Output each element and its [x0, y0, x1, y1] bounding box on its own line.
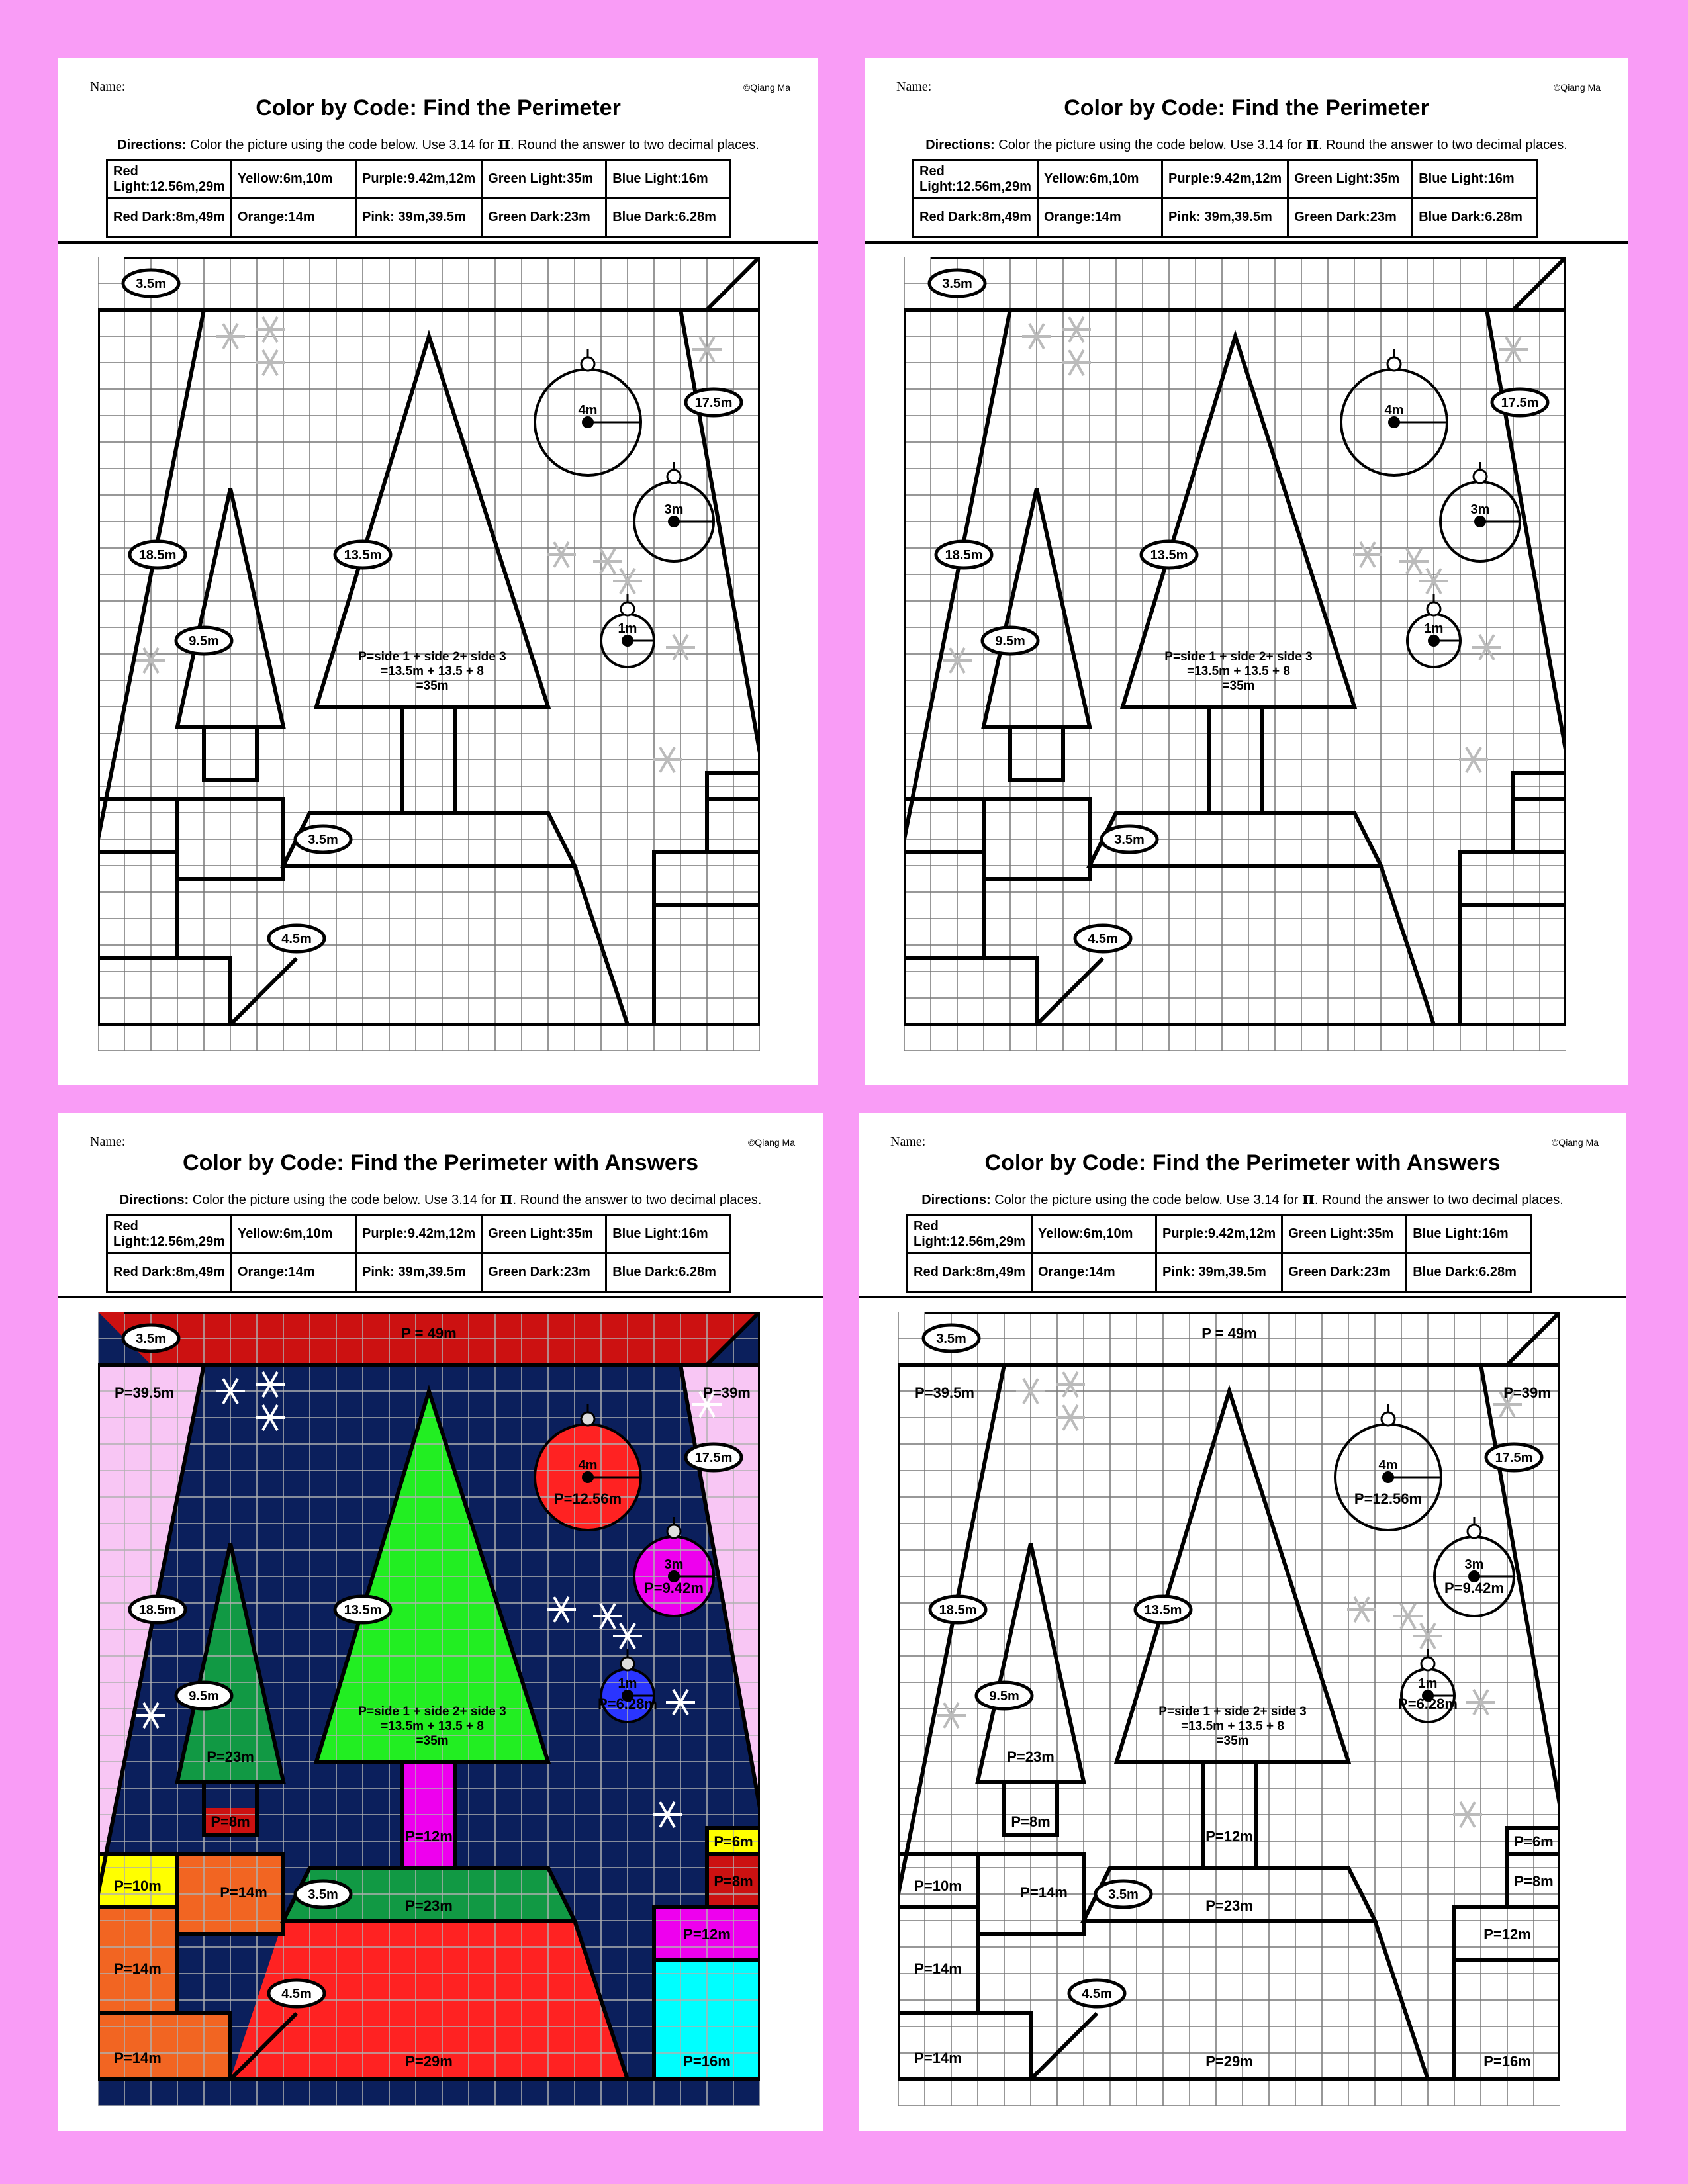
worksheet-title: Color by Code: Find the Perimeter with Answers	[183, 1150, 698, 1175]
answer-label: P=39.5m	[915, 1385, 974, 1401]
answer-label: P=39m	[1503, 1385, 1551, 1401]
code-cell: Red Light:12.56m,29m	[908, 1215, 1032, 1253]
answer-label: P=39m	[703, 1385, 751, 1401]
code-cell: Green Light:35m	[1288, 160, 1413, 199]
dim-big-tree-label: 13.5m	[344, 548, 382, 563]
worksheet-3	[58, 1113, 823, 2131]
ornament-small-dim: 1m	[618, 621, 637, 636]
ornament-mid-dim: 3m	[1464, 1557, 1484, 1572]
code-cell: Green Light:35m	[482, 160, 606, 199]
worksheet-2	[865, 58, 1628, 1085]
dim-left-side-label: 18.5m	[138, 548, 177, 563]
code-cell: Green Light:35m	[1282, 1215, 1407, 1253]
answer-label: P=12.56m	[1354, 1490, 1423, 1507]
worksheet-4	[859, 1113, 1626, 2131]
code-cell: Blue Dark:6.28m	[1413, 199, 1537, 237]
dim-small-tree-label: 9.5m	[189, 1689, 219, 1704]
answer-label: P=6.28m	[598, 1696, 657, 1712]
dim-corner-label: 3.5m	[942, 277, 972, 291]
dim-base-label: 4.5m	[281, 932, 312, 946]
directions: Directions: Color the picture using the code below. Use 3.14 for π. Round the answer to two decimal places.	[921, 1189, 1564, 1208]
code-cell: Yellow:6m,10m	[232, 160, 356, 199]
code-table	[912, 159, 1538, 238]
ornament-small-dim: 1m	[1418, 1676, 1438, 1691]
dim-small-tree-label: 9.5m	[995, 634, 1025, 649]
dim-tall-side-label: 17.5m	[694, 396, 733, 410]
formula-line: P=side 1 + side 2+ side 3	[358, 650, 506, 664]
picture	[98, 1312, 760, 2106]
answer-label: P=14m	[114, 1960, 162, 1977]
formula-line: =35m	[1222, 679, 1255, 693]
worksheet-title: Color by Code: Find the Perimeter	[256, 95, 621, 120]
code-cell: Purple:9.42m,12m	[356, 160, 482, 199]
dim-small-tree-label: 9.5m	[189, 634, 219, 649]
code-cell: Red Dark:8m,49m	[107, 1253, 232, 1292]
dim-tall-side-label: 17.5m	[1501, 396, 1539, 410]
answer-label: P=14m	[114, 2050, 162, 2066]
ornament-big-dim: 4m	[1384, 403, 1404, 418]
picture	[98, 257, 760, 1051]
code-cell: Pink: 39m,39.5m	[1156, 1253, 1282, 1292]
code-table	[106, 1214, 731, 1293]
code-cell: Blue Dark:6.28m	[1407, 1253, 1531, 1292]
answer-label: P=29m	[1205, 2053, 1253, 2070]
answer-label: P=16m	[1483, 2053, 1531, 2070]
dim-stand-label: 3.5m	[308, 1888, 338, 1902]
separator	[859, 1296, 1626, 1298]
dim-corner-label: 3.5m	[936, 1332, 966, 1346]
code-cell: Green Light:35m	[482, 1215, 606, 1253]
formula-line: =35m	[416, 679, 449, 693]
answer-label: P=12m	[683, 1926, 731, 1942]
code-cell: Orange:14m	[1032, 1253, 1156, 1292]
ornament-big-dim: 4m	[1378, 1458, 1398, 1473]
code-cell: Purple:9.42m,12m	[1162, 160, 1288, 199]
code-cell: Purple:9.42m,12m	[1156, 1215, 1282, 1253]
answer-label: P=6m	[1514, 1833, 1554, 1850]
copyright: ©Qiang Ma	[1551, 1137, 1599, 1148]
dim-base-label: 4.5m	[1088, 932, 1118, 946]
code-cell: Red Dark:8m,49m	[107, 199, 232, 237]
formula-line: P=side 1 + side 2+ side 3	[358, 1705, 506, 1719]
answer-label: P = 49m	[1201, 1325, 1257, 1342]
answer-label: P=12.56m	[553, 1490, 622, 1507]
code-cell: Green Dark:23m	[1288, 199, 1413, 237]
dim-big-tree-label: 13.5m	[344, 1603, 382, 1617]
name-label: Name:	[890, 1134, 926, 1149]
code-cell: Blue Dark:6.28m	[606, 199, 731, 237]
formula-line: =35m	[416, 1734, 449, 1748]
answer-label: P=14m	[914, 1960, 962, 1977]
code-cell: Yellow:6m,10m	[1032, 1215, 1156, 1253]
answer-label: P=9.42m	[1444, 1580, 1504, 1596]
code-cell: Red Dark:8m,49m	[914, 199, 1038, 237]
worksheet-title: Color by Code: Find the Perimeter	[1064, 95, 1429, 120]
answer-label: P=39.5m	[115, 1385, 174, 1401]
code-cell: Green Dark:23m	[482, 199, 606, 237]
code-cell: Red Light:12.56m,29m	[107, 160, 232, 199]
answer-label: P=12m	[1205, 1828, 1253, 1844]
answer-label: P=6m	[714, 1833, 753, 1850]
formula-line: P=side 1 + side 2+ side 3	[1164, 650, 1313, 664]
code-cell: Yellow:6m,10m	[232, 1215, 356, 1253]
name-label: Name:	[90, 79, 126, 94]
separator	[865, 241, 1628, 244]
code-table	[106, 159, 731, 238]
code-cell: Pink: 39m,39.5m	[1162, 199, 1288, 237]
ornament-mid-dim: 3m	[1470, 502, 1490, 517]
code-cell: Pink: 39m,39.5m	[356, 199, 482, 237]
formula-line: =35m	[1216, 1734, 1249, 1748]
answer-label: P=8m	[1514, 1873, 1554, 1889]
code-cell: Green Dark:23m	[1282, 1253, 1407, 1292]
code-cell: Pink: 39m,39.5m	[356, 1253, 482, 1292]
code-cell: Orange:14m	[232, 199, 356, 237]
picture	[898, 1312, 1560, 2106]
name-label: Name:	[90, 1134, 126, 1149]
code-cell: Blue Light:16m	[1413, 160, 1537, 199]
answer-label: P=23m	[207, 1749, 254, 1765]
code-cell: Blue Light:16m	[606, 1215, 731, 1253]
code-cell: Purple:9.42m,12m	[356, 1215, 482, 1253]
dim-left-side-label: 18.5m	[945, 548, 983, 563]
formula-line: =13.5m + 13.5 + 8	[381, 1719, 484, 1733]
answer-label: P=6.28m	[1398, 1696, 1458, 1712]
copyright: ©Qiang Ma	[747, 1137, 795, 1148]
separator	[58, 1296, 823, 1298]
code-cell: Red Light:12.56m,29m	[107, 1215, 232, 1253]
name-label: Name:	[896, 79, 932, 94]
formula-line: =13.5m + 13.5 + 8	[381, 664, 484, 678]
dim-base-label: 4.5m	[281, 1987, 312, 2001]
code-cell: Green Dark:23m	[482, 1253, 606, 1292]
worksheet-1	[58, 58, 818, 1085]
answer-label: P=8m	[211, 1813, 250, 1830]
code-table	[906, 1214, 1532, 1293]
dim-left-side-label: 18.5m	[939, 1603, 977, 1617]
code-cell: Red Dark:8m,49m	[908, 1253, 1032, 1292]
ornament-small-dim: 1m	[1424, 621, 1444, 636]
dim-corner-label: 3.5m	[136, 277, 166, 291]
answer-label: P=14m	[1020, 1884, 1068, 1901]
ornament-mid-dim: 3m	[664, 1557, 684, 1572]
ornament-small-dim: 1m	[618, 1676, 637, 1691]
dim-small-tree-label: 9.5m	[989, 1689, 1019, 1704]
code-cell: Blue Light:16m	[1407, 1215, 1531, 1253]
answer-label: P = 49m	[401, 1325, 457, 1342]
directions: Directions: Color the picture using the code below. Use 3.14 for π. Round the answer to two decimal places.	[119, 1189, 762, 1208]
answer-label: P=9.42m	[644, 1580, 704, 1596]
ornament-mid-dim: 3m	[664, 502, 684, 517]
orange-box-3	[98, 2013, 230, 2079]
dim-tall-side-label: 17.5m	[694, 1451, 733, 1465]
dim-left-side-label: 18.5m	[138, 1603, 177, 1617]
code-cell: Red Light:12.56m,29m	[914, 160, 1038, 199]
directions: Directions: Color the picture using the code below. Use 3.14 for π. Round the answer to two decimal places.	[117, 134, 759, 154]
picture	[904, 257, 1566, 1051]
answer-label: P=10m	[914, 1878, 962, 1894]
separator	[58, 241, 818, 244]
code-cell: Blue Dark:6.28m	[606, 1253, 731, 1292]
dim-stand-label: 3.5m	[308, 833, 338, 847]
answer-label: P=8m	[714, 1873, 753, 1889]
dim-big-tree-label: 13.5m	[1150, 548, 1188, 563]
worksheet-title: Color by Code: Find the Perimeter with Answers	[984, 1150, 1501, 1175]
dim-stand-label: 3.5m	[1114, 833, 1145, 847]
dim-big-tree-label: 13.5m	[1144, 1603, 1182, 1617]
answer-label: P=23m	[1007, 1749, 1055, 1765]
answer-label: P=23m	[1205, 1897, 1253, 1914]
answer-label: P=16m	[683, 2053, 731, 2070]
code-cell: Orange:14m	[1038, 199, 1162, 237]
answer-label: P=14m	[914, 2050, 962, 2066]
code-cell: Yellow:6m,10m	[1038, 160, 1162, 199]
formula-line: =13.5m + 13.5 + 8	[1181, 1719, 1284, 1733]
copyright: ©Qiang Ma	[743, 82, 790, 93]
answer-label: P=23m	[405, 1897, 453, 1914]
answer-label: P=10m	[114, 1878, 162, 1894]
answer-label: P=29m	[405, 2053, 453, 2070]
copyright: ©Qiang Ma	[1553, 82, 1601, 93]
ornament-big-dim: 4m	[578, 403, 598, 418]
answer-label: P=12m	[1483, 1926, 1531, 1942]
code-cell: Orange:14m	[232, 1253, 356, 1292]
dim-tall-side-label: 17.5m	[1495, 1451, 1533, 1465]
dim-corner-label: 3.5m	[136, 1332, 166, 1346]
answer-label: P=14m	[220, 1884, 267, 1901]
dim-base-label: 4.5m	[1082, 1987, 1112, 2001]
directions: Directions: Color the picture using the code below. Use 3.14 for π. Round the answer to two decimal places.	[925, 134, 1568, 154]
formula-line: P=side 1 + side 2+ side 3	[1158, 1705, 1307, 1719]
ornament-big-dim: 4m	[578, 1458, 598, 1473]
code-cell: Blue Light:16m	[606, 160, 731, 199]
answer-label: P=8m	[1011, 1813, 1051, 1830]
answer-label: P=12m	[405, 1828, 453, 1844]
formula-line: =13.5m + 13.5 + 8	[1187, 664, 1290, 678]
dim-stand-label: 3.5m	[1108, 1888, 1139, 1902]
